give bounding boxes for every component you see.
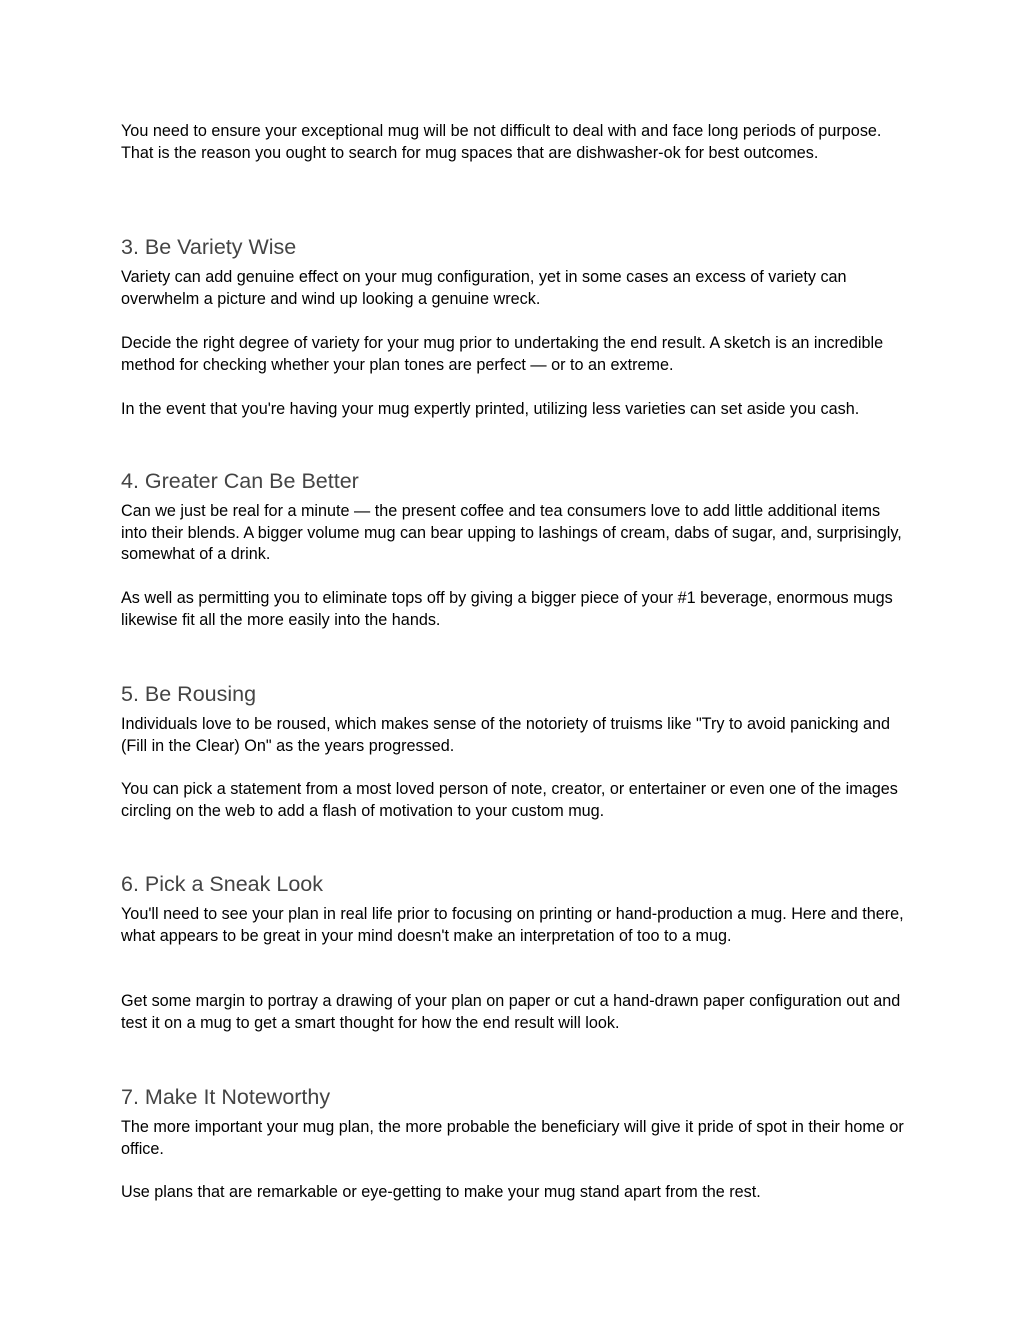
section-paragraph: Variety can add genuine effect on your mug configuration, yet in some cases an excess of variety can overwhelm a picture and wind up looking a genuine wreck.	[121, 268, 847, 308]
section-heading-greater: 4. Greater Can Be Better	[121, 469, 359, 493]
section-paragraph: Can we just be real for a minute — the present coffee and tea consumers love to add little additional items into their blends. A bigger volume mug can bear upping to lashings of cream, dabs of sugar, and, surprisingly, somewhat of a drink.	[121, 502, 902, 563]
section-paragraph: Decide the right degree of variety for your mug prior to undertaking the end result. A sketch is an incredible method for checking whether your plan tones are perfect — or to an extreme.	[121, 334, 884, 374]
section-heading-sneak-look: 6. Pick a Sneak Look	[121, 872, 323, 896]
section-heading-variety: 3. Be Variety Wise	[121, 235, 297, 259]
section-paragraph: Individuals love to be roused, which makes sense of the notoriety of truisms like "Try to avoid panicking and (Fill in the Clear) On" as the years progressed.	[121, 715, 891, 755]
section-paragraph: Get some margin to portray a drawing of your plan on paper or cut a hand-drawn paper configuration out and test it on a mug to get a smart thought for how the end result will look.	[121, 992, 901, 1032]
section-paragraph: As well as permitting you to eliminate tops off by giving a bigger piece of your #1 beverage, enormous mugs likewise fit all the more easily into the hands.	[121, 589, 893, 629]
intro-paragraph: You need to ensure your exceptional mug will be not difficult to deal with and face long periods of purpose. That is the reason you ought to search for mug spaces that are dishwasher-ok for best outcomes.	[121, 122, 882, 162]
section-paragraph: In the event that you're having your mug expertly printed, utilizing less varieties can set aside you cash.	[121, 400, 860, 418]
section-paragraph: The more important your mug plan, the more probable the beneficiary will give it pride of spot in their home or office.	[121, 1118, 904, 1158]
section-heading-rousing: 5. Be Rousing	[121, 682, 257, 706]
section-heading-noteworthy: 7. Make It Noteworthy	[121, 1085, 331, 1109]
section-paragraph: You'll need to see your plan in real life prior to focusing on printing or hand-production a mug. Here and there, what appears to be great in your mind doesn't make an interpretation of too to a mug.	[121, 905, 904, 945]
section-paragraph: Use plans that are remarkable or eye-getting to make your mug stand apart from the rest.	[121, 1183, 761, 1201]
section-paragraph: You can pick a statement from a most loved person of note, creator, or entertainer or even one of the images circling on the web to add a flash of motivation to your custom mug.	[121, 780, 898, 820]
